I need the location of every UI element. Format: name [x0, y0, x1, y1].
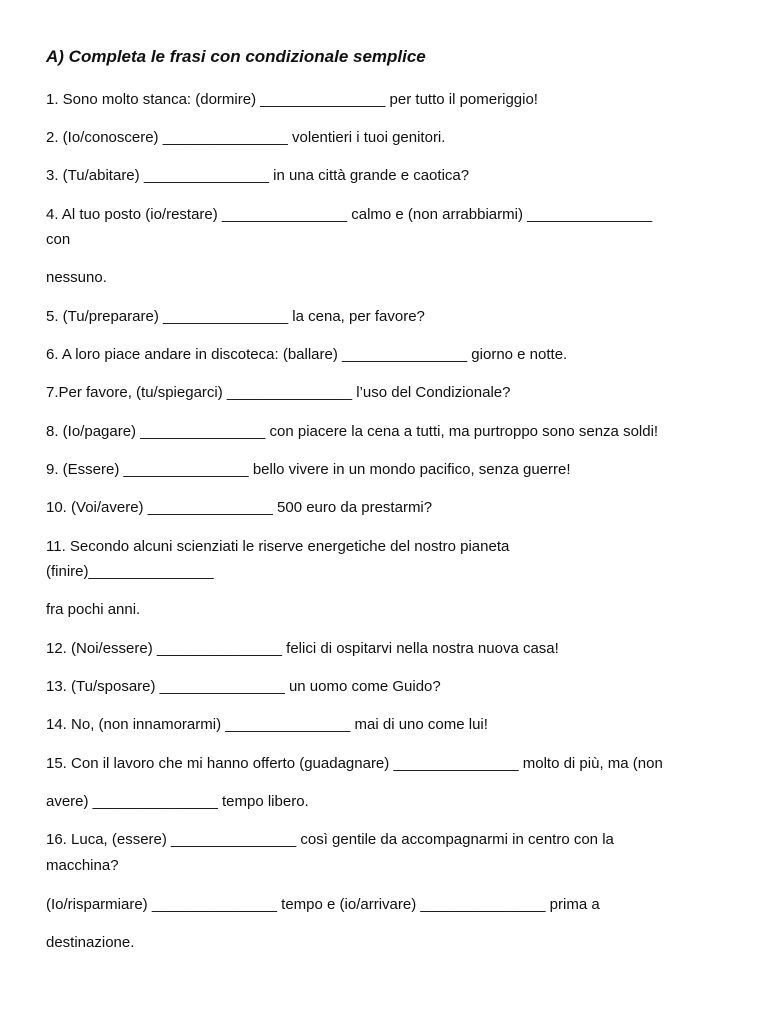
exercise-line-16-next: (Io/risparmiare) _______________ tempo e (io/arrivare) _______________ prima a [46, 896, 600, 913]
exercise-line-11-cont: (finire)_______________ [46, 563, 214, 580]
exercise-line-4-end: nessuno. [46, 269, 107, 286]
exercise-line-14: 14. No, (non innamorarmi) _______________ mai di uno come lui! [46, 716, 488, 733]
exercise-line-16-cont: macchina? [46, 857, 119, 874]
exercise-line-12: 12. (Noi/essere) _______________ felici di ospitarvi nella nostra nuova casa! [46, 640, 559, 657]
exercise-line-15: 15. Con il lavoro che mi hanno offerto (guadagnare) _______________ molto di più, ma (non [46, 755, 663, 772]
exercise-line-1: 1. Sono molto stanca: (dormire) _______________ per tutto il pomeriggio! [46, 91, 538, 108]
exercise-line-11-end: fra pochi anni. [46, 601, 141, 618]
exercise-line-2: 2. (Io/conoscere) _______________ volentieri i tuoi genitori. [46, 129, 446, 146]
exercise-line-9: 9. (Essere) _______________ bello vivere in un mondo pacifico, senza guerre! [46, 461, 571, 478]
exercise-line-15-cont: avere) _______________ tempo libero. [46, 793, 309, 810]
exercise-line-16-end: destinazione. [46, 934, 135, 951]
exercise-line-11: 11. Secondo alcuni scienziati le riserve energetiche del nostro pianeta [46, 538, 510, 555]
exercise-line-4-cont: con [46, 231, 71, 248]
exercise-line-13: 13. (Tu/sposare) _______________ un uomo come Guido? [46, 678, 441, 695]
exercise-line-10: 10. (Voi/avere) _______________ 500 euro da prestarmi? [46, 499, 433, 516]
exercise-line-16: 16. Luca, (essere) _______________ così gentile da accompagnarmi in centro con la [46, 831, 614, 848]
exercise-line-5: 5. (Tu/preparare) _______________ la cena, per favore? [46, 308, 425, 325]
exercise-line-6: 6. A loro piace andare in discoteca: (ballare) _______________ giorno e notte. [46, 346, 568, 363]
exercise-line-7: 7.Per favore, (tu/spiegarci) _______________ l’uso del Condizionale? [46, 384, 511, 401]
exercise-line-8: 8. (Io/pagare) _______________ con piacere la cena a tutti, ma purtroppo sono senza soldi! [46, 423, 659, 440]
exercise-line-3: 3. (Tu/abitare) _______________ in una città grande e caotica? [46, 167, 470, 184]
exercise-title: A) Completa le frasi con condizionale semplice [46, 47, 426, 66]
exercise-line-4: 4. Al tuo posto (io/restare) _______________ calmo e (non arrabbiarmi) _______________ [46, 206, 653, 223]
